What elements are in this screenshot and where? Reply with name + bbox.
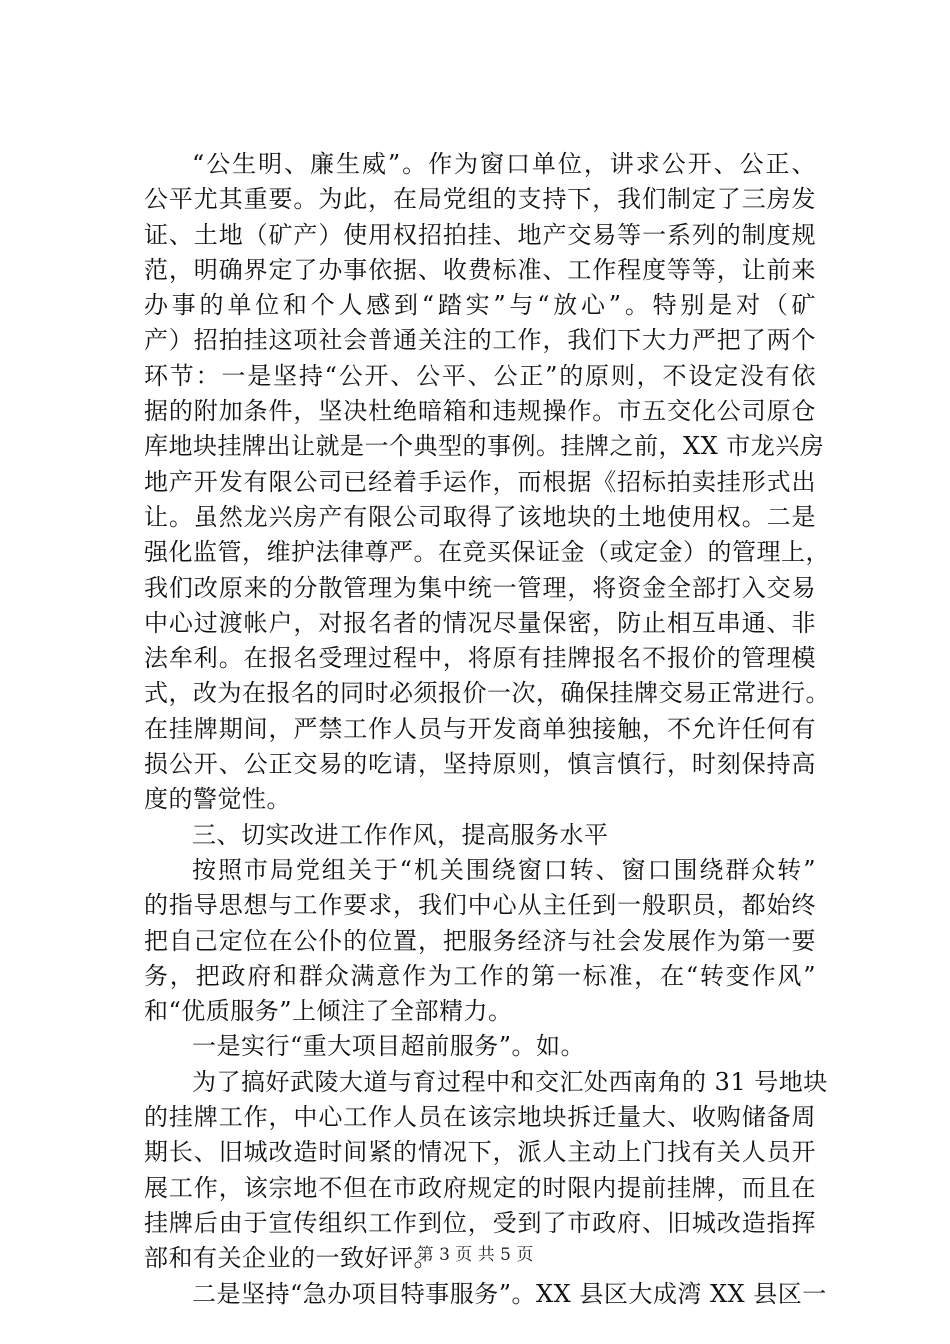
text-line: 在挂牌期间，严禁工作人员与开发商单独接触，不允许任何有 bbox=[144, 714, 816, 743]
text-line: 据的附加条件，坚决杜绝暗箱和违规操作。市五交化公司原仓 bbox=[144, 397, 816, 426]
text-line: 强化监管，维护法律尊严。在竞买保证金（或定金）的管理上， bbox=[144, 538, 830, 567]
text-line: 的指导思想与工作要求，我们中心从主任到一般职员，都始终 bbox=[144, 891, 816, 920]
text-line: 中心过渡帐户，对报名者的情况尽量保密，防止相互串通、非 bbox=[144, 608, 816, 637]
text-line: 把自己定位在公仆的位置，把服务经济与社会发展作为第一要 bbox=[144, 926, 816, 955]
text-line: “公生明、廉生威”。作为窗口单位，讲求公开、公正、 bbox=[192, 150, 816, 178]
text-line: 三、切实改进工作作风，提高服务水平 bbox=[192, 820, 609, 849]
text-line: 库地块挂牌出让就是一个典型的事例。挂牌之前，XX 市龙兴房 bbox=[144, 432, 825, 461]
text-line: 证、土地（矿产）使用权招拍挂、地产交易等一系列的制度规 bbox=[144, 220, 816, 249]
document-body bbox=[144, 147, 830, 1312]
text-line: 期长、旧城改造时间紧的情况下，派人主动上门找有关人员开 bbox=[144, 1138, 816, 1167]
text-line: 务，把政府和群众满意作为工作的第一标准，在“转变作风” bbox=[144, 961, 816, 990]
text-line: 环节：一是坚持“公开、公平、公正”的原则，不设定没有依 bbox=[144, 361, 816, 390]
text-line: 我们改原来的分散管理为集中统一管理，将资金全部打入交易 bbox=[144, 573, 816, 602]
text-line: 部和有关企业的一致好评。 bbox=[144, 1244, 438, 1273]
text-line: 二是坚持“急办项目特事服务”。XX 县区大成湾 XX 县区一 bbox=[192, 1279, 827, 1308]
text-line: 的挂牌工作，中心工作人员在该宗地块拆迁量大、收购储备周 bbox=[144, 1103, 816, 1132]
text-line: 和“优质服务”上倾注了全部精力。 bbox=[144, 997, 513, 1026]
text-line: 为了搞好武陵大道与育过程中和交汇处西南角的 31 号地块 bbox=[192, 1067, 828, 1096]
text-line: 按照市局党组关于“机关围绕窗口转、窗口围绕群众转” bbox=[192, 855, 816, 884]
page-footer: 第 3 页 共 5 页 bbox=[416, 1245, 534, 1265]
text-line: 展工作，该宗地不但在市政府规定的时限内提前挂牌，而且在 bbox=[144, 1173, 816, 1202]
text-line: 度的警觉性。 bbox=[144, 785, 291, 814]
text-line: 产）招拍挂这项社会普通关注的工作，我们下大力严把了两个 bbox=[144, 326, 816, 355]
text-line: 损公开、公正交易的吃请，坚持原则，慎言慎行，时刻保持高 bbox=[144, 750, 816, 779]
text-line: 让。虽然龙兴房产有限公司取得了该地块的土地使用权。二是 bbox=[144, 502, 816, 531]
text-line: 公平尤其重要。为此，在局党组的支持下，我们制定了三房发 bbox=[144, 185, 816, 214]
text-line: 法牟利。在报名受理过程中，将原有挂牌报名不报价的管理模 bbox=[144, 644, 816, 673]
text-line: 范，明确界定了办事依据、收费标准、工作程度等等，让前来 bbox=[144, 255, 816, 284]
text-line: 办事的单位和个人感到“踏实”与“放心”。特别是对（矿 bbox=[144, 291, 816, 320]
text-line: 地产开发有限公司已经着手运作，而根据《招标拍卖挂形式出 bbox=[144, 467, 816, 496]
text-line: 挂牌后由于宣传组织工作到位，受到了市政府、旧城改造指挥 bbox=[144, 1208, 816, 1237]
text-line: 式，改为在报名的同时必须报价一次，确保挂牌交易正常进行。 bbox=[144, 679, 830, 708]
text-line: 一是实行“重大项目超前服务”。如。 bbox=[192, 1032, 586, 1061]
